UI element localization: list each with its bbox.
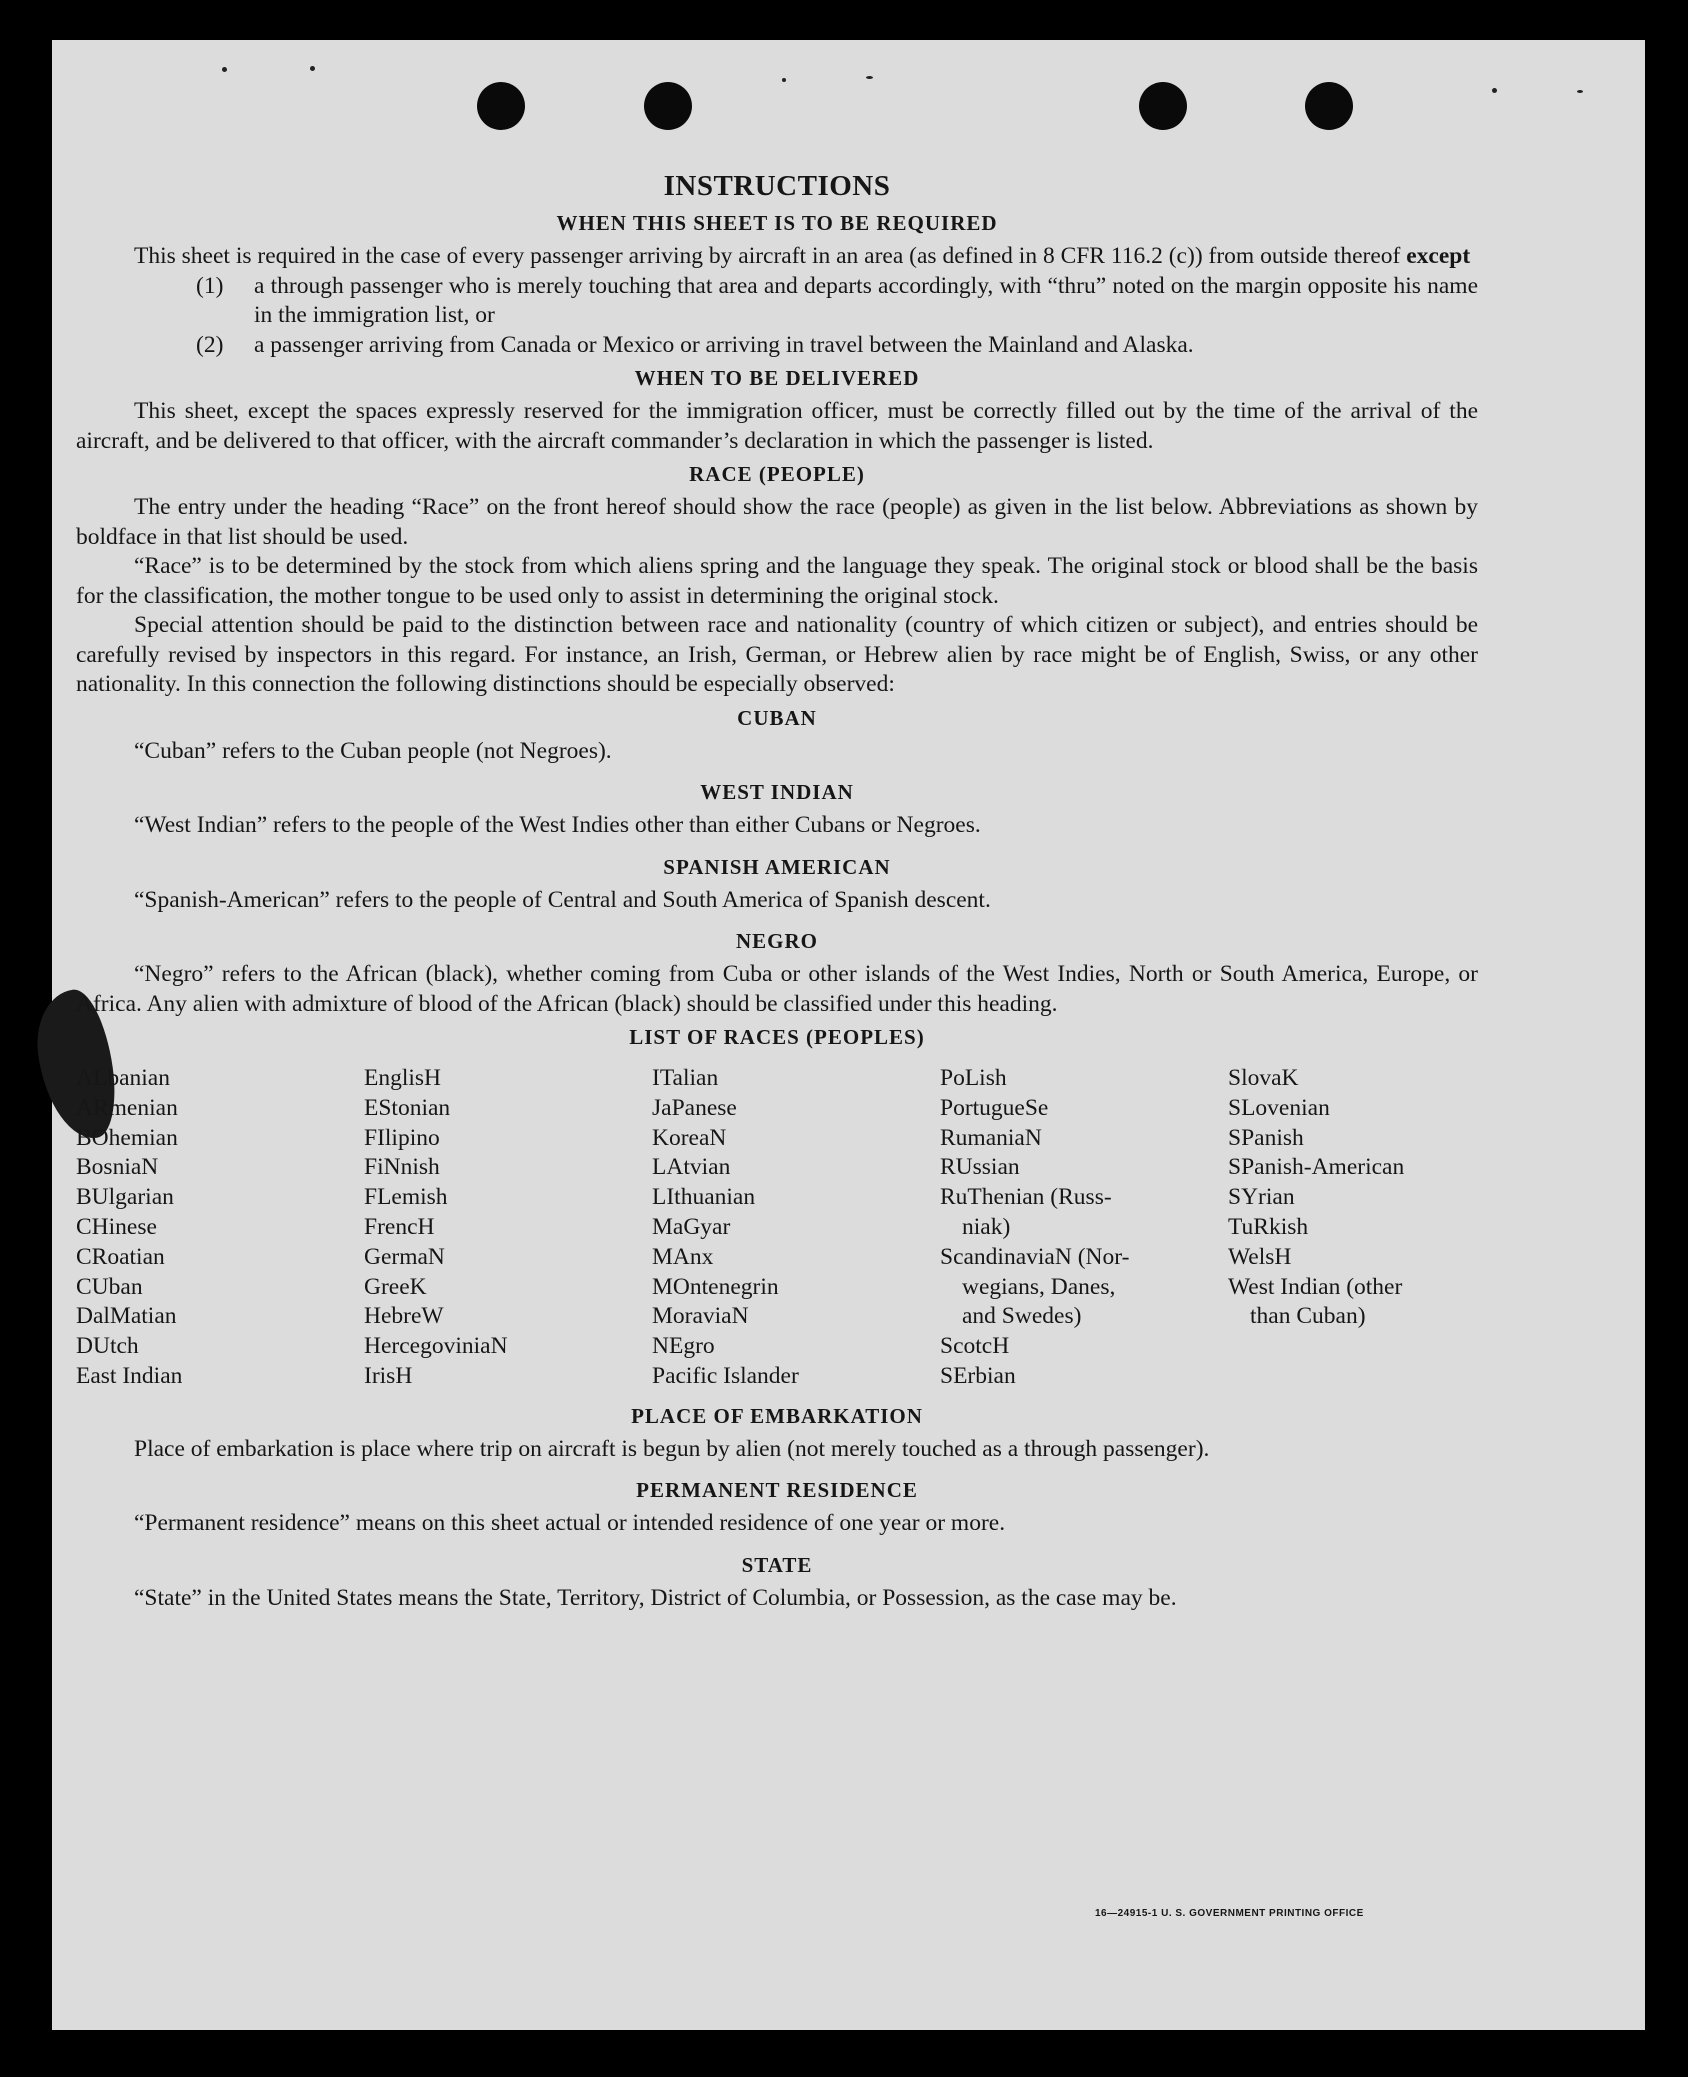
page-title: INSTRUCTIONS bbox=[663, 170, 891, 202]
race-entry: NEgro bbox=[652, 1333, 715, 1360]
race-entry: RumaniaN bbox=[940, 1124, 1042, 1151]
west-indian-text: “West Indian” refers to the people of the West Indies other than either Cubans or Negroes. bbox=[134, 812, 981, 838]
race-entry: ScandinaviaN (Nor- bbox=[940, 1243, 1130, 1270]
race-column bbox=[76, 1064, 356, 1392]
section-heading-when-required: WHEN THIS SHEET IS TO BE REQUIRED bbox=[556, 211, 998, 235]
race-entry: CRoatian bbox=[76, 1243, 165, 1270]
race-entry: EStonian bbox=[364, 1094, 451, 1121]
race-entry: SPanish bbox=[1228, 1124, 1304, 1151]
race-entry: CHinese bbox=[76, 1213, 157, 1240]
race-entry: FrencH bbox=[364, 1213, 435, 1240]
race-entry: SlovaK bbox=[1228, 1065, 1299, 1091]
spanish-american-text: “Spanish-American” refers to the people of Central and South America of Spanish descent. bbox=[134, 886, 991, 913]
speck bbox=[1492, 88, 1497, 93]
clause-text: a passenger arriving from Canada or Mexico or arriving in travel between the Mainland and Alaska. bbox=[254, 331, 1194, 358]
punch-hole bbox=[477, 82, 525, 130]
race-entry: DalMatian bbox=[76, 1303, 177, 1330]
section-heading-cuban: CUBAN bbox=[737, 705, 817, 730]
clause-text: a through passenger who is merely touching that area and departs accordingly, with “thru” noted on the margin opposite his name in the immigration list, or bbox=[254, 272, 1478, 328]
clause-number: (2) bbox=[196, 331, 224, 358]
section-heading-permanent-residence: PERMANENT RESIDENCE bbox=[636, 1478, 918, 1503]
race-entry: Pacific Islander bbox=[652, 1362, 799, 1389]
section-heading-embarkation: PLACE OF EMBARKATION bbox=[631, 1403, 923, 1428]
race-paragraph: “Race” is to be determined by the stock from which aliens spring and the language they speak. The original stock or blood shall be the basis for the classification, the mother tongue to be used only to assist in determining the original stock. bbox=[76, 553, 1478, 609]
speck bbox=[866, 76, 873, 79]
race-entry: ScotcH bbox=[940, 1333, 1010, 1360]
race-entry: BosniaN bbox=[76, 1154, 159, 1181]
race-entry: East Indian bbox=[76, 1362, 183, 1389]
embarkation-text: Place of embarkation is place where trip on aircraft is begun by alien (not merely touched as a through passenger). bbox=[134, 1435, 1210, 1462]
race-entry: WelsH bbox=[1228, 1243, 1292, 1270]
race-entry: LIthuanian bbox=[652, 1184, 756, 1211]
race-entry: LAtvian bbox=[652, 1154, 731, 1181]
race-entry-continuation: and Swedes) bbox=[962, 1303, 1082, 1330]
race-entry: RUssian bbox=[940, 1154, 1020, 1181]
race-entry: FLemish bbox=[364, 1184, 448, 1211]
printer-imprint: 16—24915-1 U. S. GOVERNMENT PRINTING OFFICE bbox=[1095, 1908, 1364, 1919]
race-entry: CUban bbox=[76, 1273, 143, 1300]
cuban-text: “Cuban” refers to the Cuban people (not Negroes). bbox=[134, 737, 612, 764]
speck bbox=[310, 66, 315, 71]
race-entry: GreeK bbox=[364, 1273, 427, 1300]
punch-hole bbox=[1139, 82, 1187, 130]
race-entry: EnglisH bbox=[364, 1065, 442, 1091]
when-required-text-main: This sheet is required in the case of every passenger arriving by aircraft in an area (as defined in 8 CFR 116.2 (c)) from outside thereof bbox=[134, 243, 1407, 269]
section-heading-when-delivered: WHEN TO BE DELIVERED bbox=[634, 366, 920, 390]
race-entry: PoLish bbox=[940, 1065, 1007, 1091]
when-required-text bbox=[76, 242, 1478, 272]
section-heading-negro: NEGRO bbox=[735, 929, 818, 953]
race-entry: SLovenian bbox=[1228, 1094, 1330, 1121]
document-page bbox=[52, 40, 1645, 2030]
race-entry-continuation: wegians, Danes, bbox=[962, 1273, 1116, 1300]
section-heading-race: RACE (PEOPLE) bbox=[689, 462, 865, 486]
speck bbox=[222, 67, 227, 72]
race-column bbox=[940, 1064, 1220, 1392]
race-column bbox=[652, 1064, 932, 1392]
race-entry: BOhemian bbox=[76, 1124, 178, 1151]
race-entry: MAnx bbox=[652, 1243, 714, 1270]
section-heading-list-of-races: LIST OF RACES (PEOPLES) bbox=[629, 1025, 925, 1049]
race-column bbox=[1228, 1064, 1478, 1392]
clause-number: (1) bbox=[196, 272, 224, 299]
race-entry: ITalian bbox=[652, 1065, 719, 1091]
race-entry: MaGyar bbox=[652, 1213, 731, 1240]
race-entry: West Indian (other bbox=[1228, 1273, 1403, 1300]
race-entry: JaPanese bbox=[652, 1094, 737, 1121]
race-entry: DUtch bbox=[76, 1333, 139, 1360]
race-entry: SPanish-American bbox=[1228, 1154, 1405, 1181]
race-entry: SErbian bbox=[940, 1362, 1016, 1389]
negro-text: “Negro” refers to the African (black), whether coming from Cuba or other islands of the West Indies, North or South America, Europe, or Africa. Any alien with admixture of blood of the African (black) should be classified under this heading. bbox=[76, 961, 1478, 1017]
race-entry: PortugueSe bbox=[940, 1094, 1049, 1121]
race-entry: HebreW bbox=[364, 1303, 444, 1330]
section-heading-west-indian: WEST INDIAN bbox=[700, 780, 854, 804]
race-list bbox=[76, 1064, 1478, 1392]
race-entry: RuThenian (Russ- bbox=[940, 1184, 1112, 1211]
race-entry: IrisH bbox=[364, 1362, 413, 1389]
speck bbox=[782, 78, 786, 82]
race-column bbox=[364, 1064, 644, 1392]
when-delivered-text: This sheet, except the spaces expressly reserved for the immigration officer, must be correctly filled out by the time of the arrival of the aircraft, and be delivered to that officer, with the aircraft commander’s declaration in which the passenger is listed. bbox=[76, 398, 1478, 454]
race-entry: GermaN bbox=[364, 1243, 445, 1270]
when-required-except: except bbox=[1406, 243, 1471, 269]
race-entry: MOntenegrin bbox=[652, 1273, 779, 1300]
section-heading-spanish-american: SPANISH AMERICAN bbox=[663, 854, 891, 879]
race-entry: ARmenian bbox=[76, 1094, 178, 1121]
race-entry: SYrian bbox=[1228, 1184, 1295, 1211]
exception-clause bbox=[196, 331, 1478, 361]
race-entry: MoraviaN bbox=[652, 1303, 749, 1330]
race-entry-continuation: than Cuban) bbox=[1250, 1303, 1366, 1330]
punch-hole bbox=[644, 82, 692, 130]
race-entry: TuRkish bbox=[1228, 1213, 1309, 1240]
residence-text: “Permanent residence” means on this sheet actual or intended residence of one year or more. bbox=[134, 1510, 1006, 1537]
race-paragraph: The entry under the heading “Race” on the front hereof should show the race (people) as given in the list below. Abbreviations as shown by boldface in that list should be used. bbox=[76, 494, 1478, 550]
race-paragraph: Special attention should be paid to the distinction between race and nationality (country of which citizen or subject), and entries should be carefully revised by inspectors in this regard. For instance, an Irish, German, or Hebrew alien by race might be of English, Swiss, or any other nationality. In this connection the following distinctions should be especially observed: bbox=[76, 612, 1478, 697]
race-entry-continuation: niak) bbox=[962, 1213, 1011, 1240]
exception-clause bbox=[196, 272, 1478, 331]
instructions-body bbox=[76, 170, 1478, 1613]
section-heading-state: STATE bbox=[741, 1552, 813, 1577]
race-entry: ALbanian bbox=[76, 1065, 170, 1091]
state-text: “State” in the United States means the State, Territory, District of Columbia, or Possession, as the case may be. bbox=[134, 1584, 1177, 1611]
race-entry: KoreaN bbox=[652, 1124, 727, 1151]
punch-hole bbox=[1305, 82, 1353, 130]
race-entry: HercegoviniaN bbox=[364, 1333, 508, 1360]
race-entry: FIlipino bbox=[364, 1124, 440, 1151]
race-entry: FiNnish bbox=[364, 1154, 440, 1181]
race-entry: BUlgarian bbox=[76, 1184, 174, 1211]
speck bbox=[1577, 90, 1583, 93]
